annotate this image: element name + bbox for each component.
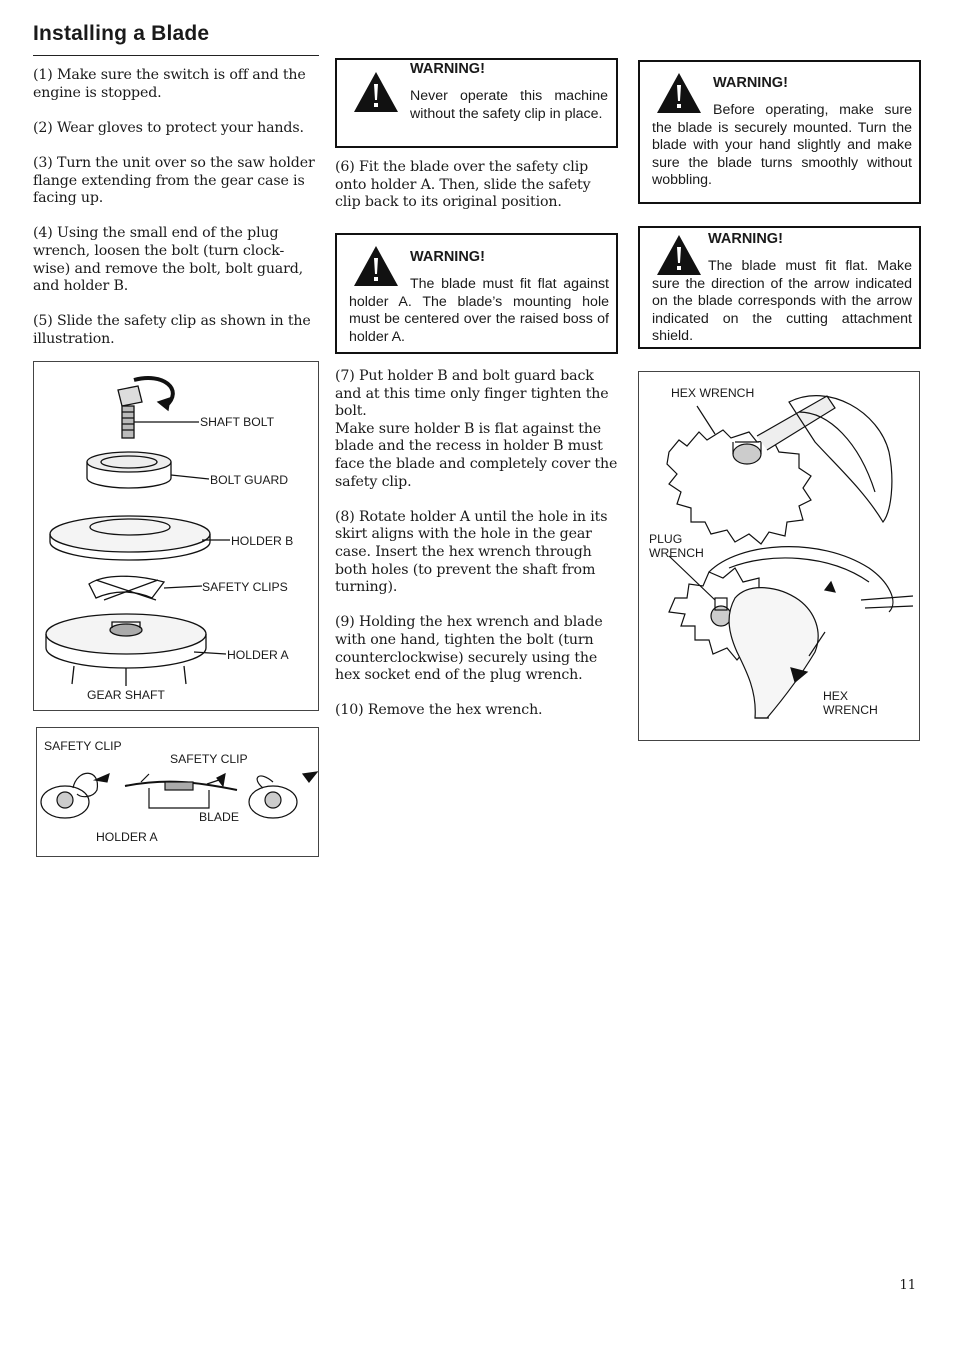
step-5: (5) Slide the safety clip as shown in the illustration.	[33, 313, 311, 347]
warning-text-3: Before operating, make sure the blade is securely mounted. Turn the blade with your hand slightly and make sure the blade turns smoothly without wobbling.	[652, 102, 912, 188]
warning-box-1	[335, 58, 618, 148]
page-title: Installing a Blade	[33, 22, 210, 45]
step-10: (10) Remove the hex wrench.	[335, 702, 543, 719]
warning-icon	[352, 70, 400, 114]
page-number: 11	[899, 1278, 916, 1293]
step-9: (9) Holding the hex wrench and blade with one hand, tighten the bolt (turn counterclockwise) securely using the hex socket end of the plug wrench.	[335, 614, 603, 684]
label-holder-b: HOLDER B	[231, 534, 294, 548]
label-safety-clips: SAFETY CLIPS	[202, 580, 288, 594]
steps-column-2b	[335, 368, 618, 737]
label-blade: BLADE	[199, 810, 239, 824]
steps-column-2a	[335, 159, 618, 229]
step-6: (6) Fit the blade over the safety clip onto holder A. Then, slide the safety clip back to its original position.	[335, 159, 591, 211]
warning-heading-2: WARNING!	[410, 249, 485, 265]
warning-box-4	[638, 226, 921, 349]
label-gear-shaft: GEAR SHAFT	[87, 688, 165, 702]
safety-clip-figure	[36, 727, 319, 857]
label-shaft-bolt: SHAFT BOLT	[200, 415, 275, 429]
wrench-figure	[638, 371, 920, 741]
label-safety-clip-2: SAFETY CLIP	[170, 752, 248, 766]
label-bolt-guard: BOLT GUARD	[210, 473, 289, 487]
step-2: (2) Wear gloves to protect your hands.	[33, 119, 304, 136]
label-holder-a: HOLDER A	[227, 648, 289, 662]
warning-box-3	[638, 60, 921, 204]
label-hex-wrench-top: HEX WRENCH	[671, 386, 755, 400]
warning-heading-1: WARNING!	[410, 61, 485, 77]
warning-text-1: Never operate this machine without the safety clip in place.	[410, 88, 608, 122]
exploded-view-figure	[33, 361, 319, 711]
label-plug-wrench-1: PLUG	[649, 532, 683, 546]
steps-column-1	[33, 67, 317, 366]
step-4: (4) Using the small end of the plug wrench, loosen the bolt (turn clock-wise) and remove the bolt, bolt guard, and holder B.	[33, 225, 304, 295]
step-7: (7) Put holder B and bolt guard back and at this time only finger tighten the bolt.	[335, 368, 609, 420]
warning-text-2: The blade must fit flat against holder A. The blade’s mounting hole must be centered over the raised boss of holder A.	[349, 276, 609, 345]
label-hex-wrench-bottom-1: HEX	[823, 689, 849, 703]
warning-heading-3: WARNING!	[713, 75, 788, 91]
label-holder-a: HOLDER A	[96, 830, 158, 844]
step-8: (8) Rotate holder A until the hole in its skirt aligns with the hole in the gear case. Insert the hex wrench through both holes (to prevent the shaft from turning).	[335, 508, 608, 596]
label-plug-wrench-2: WRENCH	[649, 546, 704, 560]
warning-heading-4: WARNING!	[708, 231, 783, 247]
warning-box-2	[335, 233, 618, 354]
step-1: (1) Make sure the switch is off and the engine is stopped.	[33, 67, 306, 101]
label-hex-wrench-bottom-2: WRENCH	[823, 703, 878, 717]
step-3: (3) Turn the unit over so the saw holder flange extending from the gear case is facing up.	[33, 154, 315, 207]
step-7-note: Make sure holder B is flat against the blade and the recess in holder B must face the blade and completely cover the safety clip.	[335, 420, 618, 490]
warning-text-4: The blade must fit flat. Make sure the direction of the arrow indicated on the blade corresponds with the arrow indicated on the cutting attachment shield.	[652, 258, 912, 344]
label-safety-clip-1: SAFETY CLIP	[44, 739, 122, 753]
title-underline	[33, 55, 319, 56]
